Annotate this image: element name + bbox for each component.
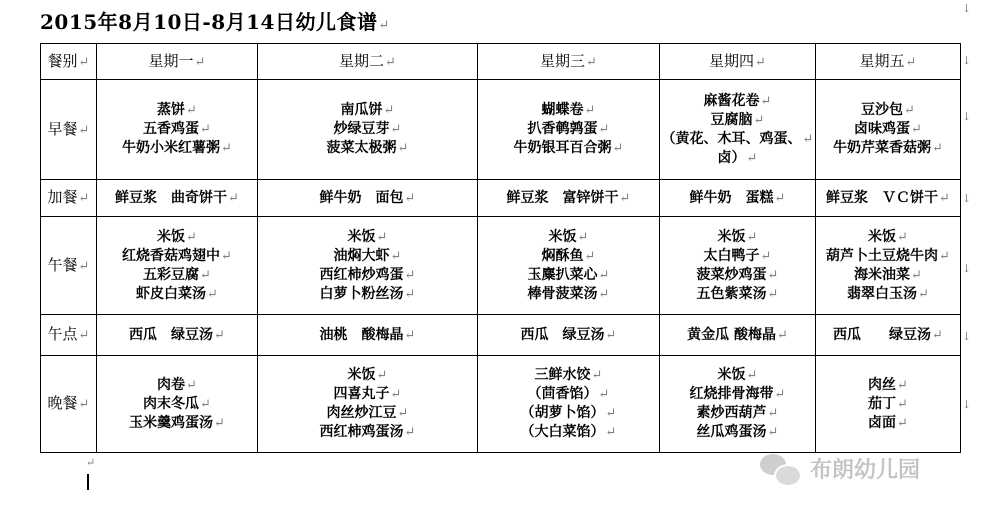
dish-line: 西瓜 绿豆汤↵ [833,326,943,343]
dish-line: 四喜丸子↵ [333,386,402,402]
menu-cell[interactable] [816,80,961,180]
dish-line: 肉卷↵ [157,376,197,393]
menu-cell[interactable] [97,356,258,453]
document-title-text: 2015年8月10日-8月14日幼儿食谱 [40,10,378,34]
table-row [41,180,961,217]
dish-line: 南瓜饼↵ [340,102,395,118]
menu-cell[interactable] [97,217,258,315]
dish-line: 米饭↵ [347,228,388,245]
dish-line: （胡萝卜馅）↵ [520,405,617,421]
dish-line: 卤）↵ [717,149,758,166]
meal-label[interactable]: 晚餐↵ [41,356,97,453]
dish-line: 白萝卜粉丝汤↵ [319,285,416,302]
header-row [41,44,961,80]
wechat-icon [760,452,800,484]
dish-line: 玉米羹鸡蛋汤↵ [129,414,225,431]
dish-line: 菠菜太极粥↵ [326,140,409,156]
dish-line: 肉丝↵ [868,376,908,393]
dish-line: （大白菜馅）↵ [520,424,617,440]
corner-cell[interactable]: 餐别↵ [41,44,97,80]
dish-line: 太白鸭子↵ [703,247,772,264]
dish-line: 丝瓜鸡蛋汤↵ [696,424,779,440]
cell-end-mark: ↓ [962,2,972,15]
watermark [760,452,920,484]
dish-line: 豆沙包↵ [861,102,915,118]
menu-table [40,43,961,453]
day-header-tue[interactable]: 星期二↵ [258,44,478,80]
menu-cell[interactable] [816,356,961,453]
menu-cell[interactable] [258,315,478,356]
menu-cell[interactable] [478,180,660,217]
dish-line: 鲜豆浆 富锌饼干↵ [506,189,631,206]
dish-line: 肉丝炒江豆↵ [326,405,409,421]
dish-line: （茴香馅）↵ [527,386,610,402]
dish-line: （黄花、木耳、鸡蛋、↵ [661,130,814,147]
paragraph-mark: ↵ [86,456,96,469]
dish-line: 五香鸡蛋↵ [143,121,211,137]
dish-line: 米饭↵ [868,228,908,245]
dish-line: 红烧排骨海带↵ [689,386,786,402]
dish-line: 西瓜 绿豆汤↵ [520,326,617,343]
dish-line: 油焖大虾↵ [333,247,402,264]
day-header-fri[interactable]: 星期五↵ [816,44,961,80]
menu-cell[interactable] [258,180,478,217]
dish-line: 油桃 酸梅晶↵ [319,326,416,343]
menu-cell[interactable] [478,217,660,315]
dish-line: 蒸饼↵ [157,102,197,118]
cell-end-mark: ↓ [962,330,972,343]
dish-line: 五彩豆腐↵ [143,266,211,283]
menu-cell[interactable] [478,356,660,453]
dish-line: 西红柿鸡蛋汤↵ [319,424,416,440]
dish-line: 牛奶银耳百合粥↵ [513,140,624,156]
dish-line: 豆腐脑↵ [710,111,765,128]
dish-line: 卤味鸡蛋↵ [854,121,922,137]
day-header-thu[interactable]: 星期四↵ [660,44,816,80]
menu-cell[interactable] [478,80,660,180]
menu-cell[interactable] [97,180,258,217]
dish-line: 翡翠白玉汤↵ [847,285,929,302]
dish-line: 西瓜 绿豆汤↵ [129,326,225,343]
menu-cell[interactable] [660,315,816,356]
dish-line: 米饭↵ [717,367,758,383]
dish-line: 菠菜炒鸡蛋↵ [696,266,779,283]
dish-line: 茄丁↵ [868,395,908,412]
dish-line: 米饭↵ [717,228,758,245]
dish-line: 米饭↵ [548,228,589,245]
menu-cell[interactable] [258,356,478,453]
dish-line: 麻酱花卷↵ [703,92,772,109]
dish-line: 黄金瓜 酸梅晶↵ [687,326,788,343]
menu-cell[interactable] [660,80,816,180]
dish-line: 玉麋扒菜心↵ [527,266,610,283]
menu-cell[interactable] [816,180,961,217]
menu-cell[interactable] [660,217,816,315]
dish-line: 棒骨菠菜汤↵ [527,285,610,302]
dish-line: 蝴蝶卷↵ [541,102,596,118]
dish-line: 焖酥鱼↵ [541,247,596,264]
dish-line: 鲜豆浆 曲奇饼干↵ [115,189,239,206]
dish-line: 米饭↵ [157,228,197,245]
meal-label[interactable]: 午餐↵ [41,217,97,315]
dish-line: 虾皮白菜汤↵ [136,285,218,302]
table-row [41,315,961,356]
dish-line: 米饭↵ [347,367,388,383]
text-cursor [87,474,89,490]
paragraph-mark: ↵ [378,18,390,33]
dish-line: 鲜豆浆 ＶＣ饼干↵ [826,189,950,206]
cell-end-mark: ↓ [962,54,972,67]
dish-line: 卤面↵ [868,414,908,431]
dish-line: 西红柿炒鸡蛋↵ [319,266,416,283]
cell-end-mark: ↓ [962,110,972,123]
menu-cell[interactable] [97,315,258,356]
dish-line: 素炒西葫芦↵ [696,405,779,421]
meal-label[interactable]: 午点↵ [41,315,97,356]
dish-line: 葫芦卜土豆烧牛肉↵ [826,247,950,264]
meal-label[interactable]: 早餐↵ [41,80,97,180]
table-row [41,356,961,453]
dish-line: 牛奶芹菜香菇粥↵ [833,140,943,156]
menu-cell[interactable] [478,315,660,356]
document-title [40,6,390,35]
dish-line: 扒香鹌鹑蛋↵ [527,121,610,137]
dish-line: 红烧香菇鸡翅中↵ [122,247,232,264]
cell-end-mark: ↓ [962,262,972,275]
table-row [41,80,961,180]
day-header-wed[interactable]: 星期三↵ [478,44,660,80]
dish-line: 三鲜水饺↵ [534,367,603,383]
table-row [41,217,961,315]
cell-end-mark: ↓ [962,192,972,205]
dish-line: 肉末冬瓜↵ [143,395,211,412]
meal-label[interactable]: 加餐↵ [41,180,97,217]
day-header-mon[interactable]: 星期一↵ [97,44,258,80]
menu-cell[interactable] [258,80,478,180]
dish-line: 炒绿豆芽↵ [333,121,402,137]
menu-cell[interactable] [258,217,478,315]
dish-line: 五色紫菜汤↵ [696,285,779,302]
watermark-text: 布朗幼儿园 [810,457,921,483]
menu-cell[interactable] [97,80,258,180]
menu-cell[interactable] [816,315,961,356]
dish-line: 海米油菜↵ [854,266,922,283]
dish-line: 鲜牛奶 蛋糕↵ [689,189,786,206]
menu-cell[interactable] [816,217,961,315]
menu-cell[interactable] [660,356,816,453]
menu-cell[interactable] [660,180,816,217]
cell-end-mark: ↓ [962,398,972,411]
dish-line: 牛奶小米红薯粥↵ [122,140,232,156]
dish-line: 鲜牛奶 面包↵ [319,189,416,206]
